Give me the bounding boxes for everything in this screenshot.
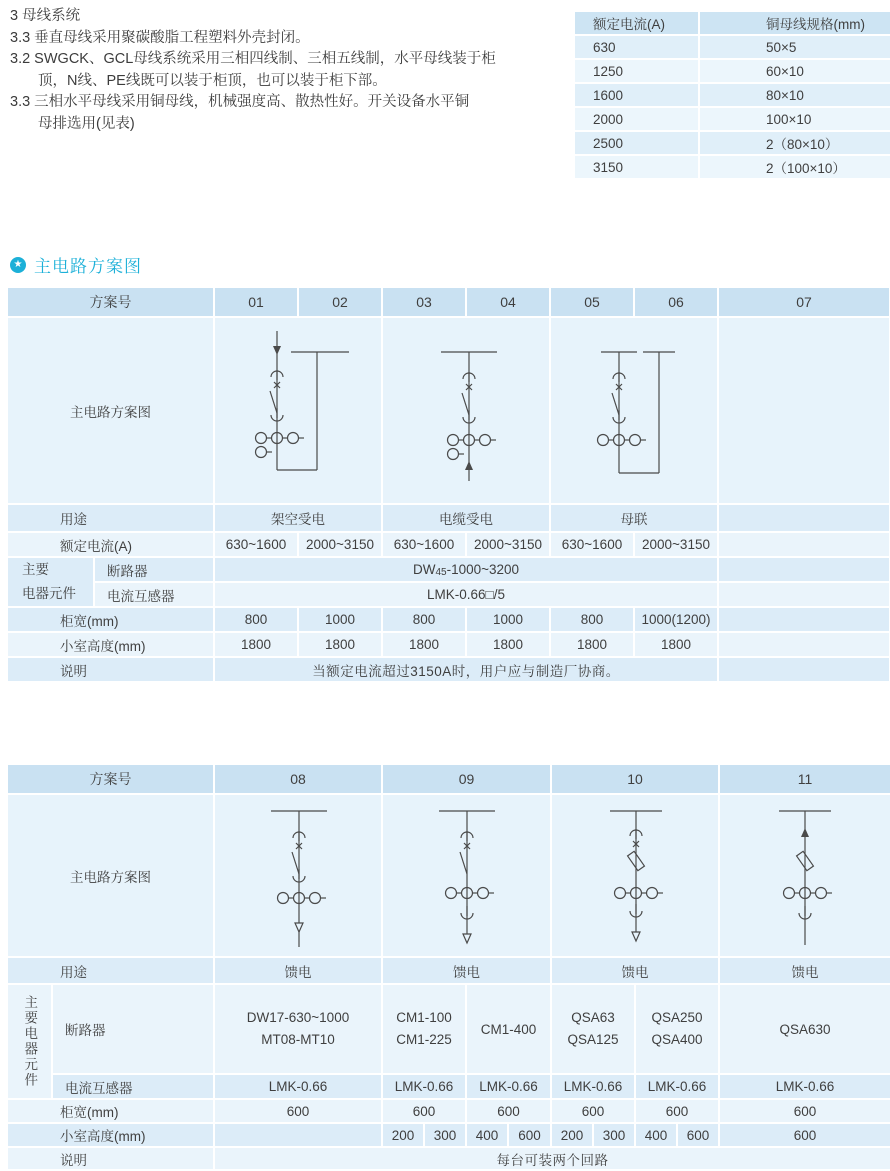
section-header: [10, 252, 142, 277]
t1-scheme-06: 06: [635, 288, 719, 318]
t1-breaker-suffix: -1000~3200: [446, 562, 520, 577]
diagram-scheme-09: [383, 795, 552, 958]
spec-header-current: 额定电流(A): [575, 12, 700, 36]
t2-height-10-4: 600: [678, 1124, 720, 1148]
t2-breaker-09a: [383, 985, 467, 1075]
t2-col-11: [720, 985, 890, 1100]
t1-use-row: [8, 505, 890, 533]
t2-scheme-10: 10: [552, 765, 720, 795]
t1-diagram-empty-07: [719, 318, 889, 505]
spec-current: 3150: [575, 156, 700, 180]
t1-breaker-label: 断路器: [95, 558, 215, 583]
t2-use-11: 馈电: [720, 958, 890, 985]
t2-note-row: [8, 1148, 890, 1171]
t1-height-02: 1800: [299, 633, 383, 658]
t1-main-components-label: [8, 558, 95, 608]
t1-main-label-line2: 电器元件: [22, 586, 76, 601]
t2-ct-10b: LMK-0.66: [636, 1075, 720, 1100]
diagram-scheme-01-02: [215, 318, 383, 505]
spec-current: 2500: [575, 132, 700, 156]
t1-height-row: [8, 633, 890, 658]
t2-header-row: [8, 765, 890, 795]
t1-note-label: 说明: [8, 658, 215, 683]
t1-current-01: 630~1600: [215, 533, 299, 558]
t1-width-01: 800: [215, 608, 299, 633]
spec-size: 2（100×10）: [700, 156, 890, 180]
section-title: 主电路方案图: [34, 257, 142, 276]
t1-width-06: 1000(1200): [635, 608, 719, 633]
spec-row: [575, 60, 890, 84]
t2-breaker-label: 断路器: [53, 985, 215, 1075]
t1-current-02: 2000~3150: [299, 533, 383, 558]
t1-component-empty-07: [719, 558, 889, 608]
t1-width-04: 1000: [467, 608, 551, 633]
t1-height-04: 1800: [467, 633, 551, 658]
t1-use-01-02: 架空受电: [215, 505, 383, 533]
t2-main-components-block: [8, 985, 890, 1100]
t2-width-label: 柜宽(mm): [8, 1100, 215, 1124]
spec-row: [575, 108, 890, 132]
t2-width-row: [8, 1100, 890, 1124]
spec-size: 2（80×10）: [700, 132, 890, 156]
t2-height-09-3: 400: [467, 1124, 509, 1148]
t2-ct-label: 电流互感器: [53, 1075, 215, 1100]
t1-height-01: 1800: [215, 633, 299, 658]
t1-breaker-value: [215, 558, 719, 583]
intro-line: 3.3 垂直母线采用聚碳酸脂工程塑料外壳封闭。: [10, 29, 310, 46]
t2-col-09a: [383, 985, 467, 1100]
t2-use-label: 用途: [8, 958, 215, 985]
t2-breaker-08: [215, 985, 383, 1075]
t2-width-09a: 600: [383, 1100, 467, 1124]
spec-current: 630: [575, 36, 700, 60]
t1-scheme-03: 03: [383, 288, 467, 318]
t2-main-label-text: 主要电器元件: [22, 995, 38, 1088]
t1-width-02: 1000: [299, 608, 383, 633]
t1-component-labels: [95, 558, 215, 608]
spec-row: [575, 84, 890, 108]
t1-ct-empty-07: [719, 583, 889, 608]
t2-width-11: 600: [720, 1100, 890, 1124]
t2-ct-08: LMK-0.66: [215, 1075, 383, 1100]
t2-use-09: 馈电: [383, 958, 552, 985]
t1-height-label: 小室高度(mm): [8, 633, 215, 658]
t1-note-row: [8, 658, 890, 683]
t2-breaker-10a-line2: QSA125: [567, 1032, 619, 1047]
t2-height-09-4: 600: [509, 1124, 552, 1148]
t2-diagram-row: [8, 795, 890, 958]
t1-breaker-prefix: DW: [412, 562, 436, 577]
t2-breaker-10a: [552, 985, 636, 1075]
t1-header-row: [8, 288, 890, 318]
intro-line: 顶，N线、PE线既可以装于柜顶，也可以装于柜下部。: [38, 72, 387, 89]
t1-breaker-empty-07: [719, 558, 889, 583]
busbar-system-notes: [10, 6, 575, 135]
t2-breaker-11: QSA630: [720, 985, 890, 1075]
t2-breaker-09a-line1: CM1-100: [396, 1010, 452, 1025]
t2-breaker-09a-line2: CM1-225: [396, 1032, 452, 1047]
spec-header-size: 铜母线规格(mm): [700, 12, 890, 36]
star-glyph: ★: [13, 258, 23, 270]
t1-scheme-05: 05: [551, 288, 635, 318]
scheme-table-01-07: [8, 288, 890, 683]
intro-line: 3.3 三相水平母线采用铜母线，机械强度高、散热性好。开关设备水平铜: [10, 94, 470, 110]
t2-use-row: [8, 958, 890, 985]
spec-current: 1600: [575, 84, 700, 108]
t1-diagram-label: 主电路方案图: [8, 318, 215, 505]
t2-height-10-2: 300: [594, 1124, 636, 1148]
t2-ct-11: LMK-0.66: [720, 1075, 890, 1100]
diagram-scheme-08: [215, 795, 383, 958]
spec-row: [575, 36, 890, 60]
t1-scheme-01: 01: [215, 288, 299, 318]
t1-current-05: 630~1600: [551, 533, 635, 558]
diagram-scheme-10: [552, 795, 720, 958]
t2-height-label: 小室高度(mm): [8, 1124, 215, 1148]
t2-breaker-08-line2: MT08-MT10: [261, 1032, 335, 1047]
t2-scheme-label: 方案号: [8, 765, 215, 795]
spec-size: 60×10: [700, 60, 890, 84]
t1-current-04: 2000~3150: [467, 533, 551, 558]
spec-row: [575, 132, 890, 156]
t1-current-07: [719, 533, 889, 558]
t1-current-06: 2000~3150: [635, 533, 719, 558]
t2-ct-10a: LMK-0.66: [552, 1075, 636, 1100]
t2-scheme-09: 09: [383, 765, 552, 795]
spec-row: [575, 156, 890, 180]
spec-size: 80×10: [700, 84, 890, 108]
t2-height-11: 600: [720, 1124, 890, 1148]
t2-height-09-1: 200: [383, 1124, 425, 1148]
t2-width-08: 600: [215, 1100, 383, 1124]
scheme-table-08-11: [8, 765, 890, 1171]
t2-width-10b: 600: [636, 1100, 720, 1124]
t1-note-empty-07: [719, 658, 889, 683]
t1-width-label: 柜宽(mm): [8, 608, 215, 633]
diagram-scheme-03-04: [383, 318, 551, 505]
t1-width-03: 800: [383, 608, 467, 633]
t1-note-text: 当额定电流超过3150A时，用户应与制造厂协商。: [215, 658, 719, 683]
copper-busbar-spec-table: [575, 12, 890, 180]
t1-main-label-line1: 主要: [22, 562, 49, 577]
t2-diagram-label: 主电路方案图: [8, 795, 215, 958]
spec-header-row: [575, 12, 890, 36]
spec-size: 100×10: [700, 108, 890, 132]
diagram-scheme-05-06: [551, 318, 719, 505]
t1-use-03-04: 电缆受电: [383, 505, 551, 533]
t2-scheme-11: 11: [720, 765, 890, 795]
t1-height-03: 1800: [383, 633, 467, 658]
t2-height-09-2: 300: [425, 1124, 467, 1148]
t2-component-labels: [53, 985, 215, 1100]
t2-height-08: [215, 1124, 383, 1148]
t1-scheme-02: 02: [299, 288, 383, 318]
t1-use-label: 用途: [8, 505, 215, 533]
t1-use-07: [719, 505, 889, 533]
spec-current: 1250: [575, 60, 700, 84]
intro-line: 3 母线系统: [10, 8, 81, 24]
t1-main-components-block: [8, 558, 890, 608]
t1-ct-value: LMK-0.66□/5: [215, 583, 719, 608]
t2-col-10b: [636, 985, 720, 1100]
t2-scheme-08: 08: [215, 765, 383, 795]
t2-breaker-08-line1: DW17-630~1000: [246, 1010, 350, 1025]
t2-height-row: [8, 1124, 890, 1148]
t2-use-10: 馈电: [552, 958, 720, 985]
star-icon: [10, 257, 26, 273]
t2-width-09b: 600: [467, 1100, 552, 1124]
t2-height-10-1: 200: [552, 1124, 594, 1148]
t1-height-05: 1800: [551, 633, 635, 658]
t2-width-10a: 600: [552, 1100, 636, 1124]
t1-height-07: [719, 633, 889, 658]
t1-component-values: [215, 558, 719, 608]
t2-breaker-10a-line1: QSA63: [571, 1010, 615, 1025]
intro-line: 母排选用(见表): [38, 115, 135, 132]
t2-breaker-09b: CM1-400: [467, 985, 552, 1075]
t2-ct-09a: LMK-0.66: [383, 1075, 467, 1100]
t2-ct-09b: LMK-0.66: [467, 1075, 552, 1100]
intro-line: 3.2 SWGCK、GCL母线系统采用三相四线制、三相五线制，水平母线装于柜: [10, 51, 496, 67]
t1-current-03: 630~1600: [383, 533, 467, 558]
spec-size: 50×5: [700, 36, 890, 60]
t1-width-row: [8, 608, 890, 633]
t2-breaker-10b-line1: QSA250: [651, 1010, 703, 1025]
t2-col-08: [215, 985, 383, 1100]
t2-note-label: 说明: [8, 1148, 215, 1171]
t1-diagram-row: [8, 318, 890, 505]
t1-current-row: [8, 533, 890, 558]
t2-breaker-10b: [636, 985, 720, 1075]
t1-scheme-04: 04: [467, 288, 551, 318]
t2-main-components-label: [8, 985, 53, 1100]
t1-use-05-06: 母联: [551, 505, 719, 533]
t2-note-text: 每台可装两个回路: [215, 1148, 890, 1171]
t2-col-10a: [552, 985, 636, 1100]
t1-current-label: 额定电流(A): [8, 533, 215, 558]
t2-breaker-10b-line2: QSA400: [651, 1032, 703, 1047]
t1-ct-label: 电流互感器: [95, 583, 215, 608]
t1-breaker-subscript: 45: [435, 567, 447, 578]
t2-use-08: 馈电: [215, 958, 383, 985]
t2-height-10-3: 400: [636, 1124, 678, 1148]
t1-width-07: [719, 608, 889, 633]
t1-scheme-07: 07: [719, 288, 889, 318]
t2-col-09b: [467, 985, 552, 1100]
t1-width-05: 800: [551, 608, 635, 633]
spec-current: 2000: [575, 108, 700, 132]
t1-scheme-label: 方案号: [8, 288, 215, 318]
diagram-scheme-11: [720, 795, 890, 958]
t1-height-06: 1800: [635, 633, 719, 658]
